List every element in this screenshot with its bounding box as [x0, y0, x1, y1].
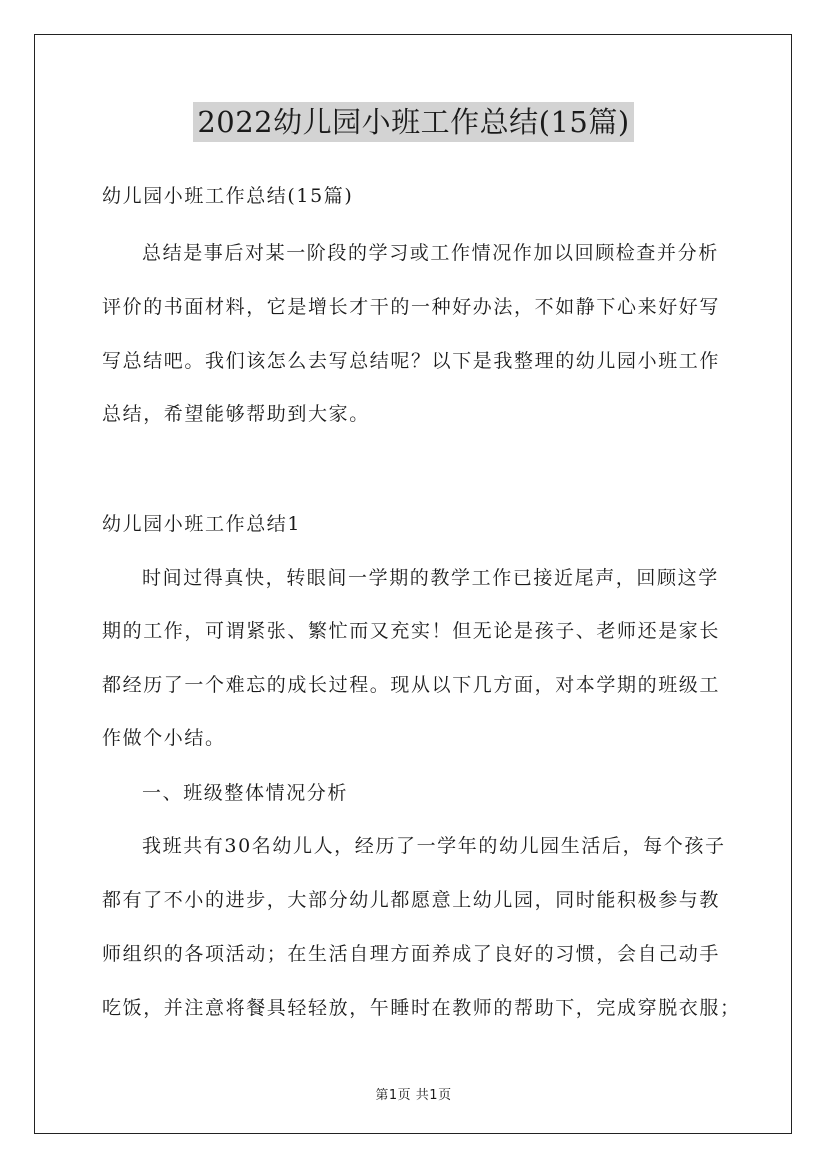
- paragraph-line: 作做个小结。: [102, 727, 226, 749]
- intro-line: 总结，希望能够帮助到大家。: [102, 403, 370, 425]
- intro-line: 评价的书面材料，它是增长才干的一种好办法，不如静下心来好好写: [102, 296, 721, 318]
- paragraph-line: 吃饭，并注意将餐具轻轻放，午睡时在教师的帮助下，完成穿脱衣服；: [102, 997, 741, 1019]
- paragraph-line: 期的工作，可谓紧张、繁忙而又充实！但无论是孩子、老师还是家长: [102, 620, 721, 642]
- paragraph-line: 我班共有30名幼儿人，经历了一学年的幼儿园生活后，每个孩子: [142, 835, 726, 857]
- intro-line: 写总结吧。我们该怎么去写总结呢？以下是我整理的幼儿园小班工作: [102, 350, 721, 372]
- intro-line: 总结是事后对某一阶段的学习或工作情况作加以回顾检查并分析: [142, 242, 719, 264]
- paragraph-line: 时间过得真快，转眼间一学期的教学工作已接近尾声，回顾这学: [142, 567, 719, 589]
- paragraph-line: 都有了不小的进步，大部分幼儿都愿意上幼儿园，同时能积极参与教: [102, 889, 721, 911]
- page-footer: 第1页 共1页: [375, 1088, 452, 1103]
- paragraph-line: 师组织的各项活动；在生活自理方面养成了良好的习惯，会自己动手: [102, 943, 721, 965]
- document-subtitle: 幼儿园小班工作总结(15篇): [102, 185, 354, 207]
- document-title: 2022幼儿园小班工作总结(15篇): [193, 102, 633, 142]
- paragraph-line: 都经历了一个难忘的成长过程。现从以下几方面，对本学期的班级工: [102, 674, 721, 696]
- section-heading: 幼儿园小班工作总结1: [102, 513, 302, 535]
- subsection-heading: 一、班级整体情况分析: [142, 782, 349, 804]
- title-container: [0, 102, 827, 142]
